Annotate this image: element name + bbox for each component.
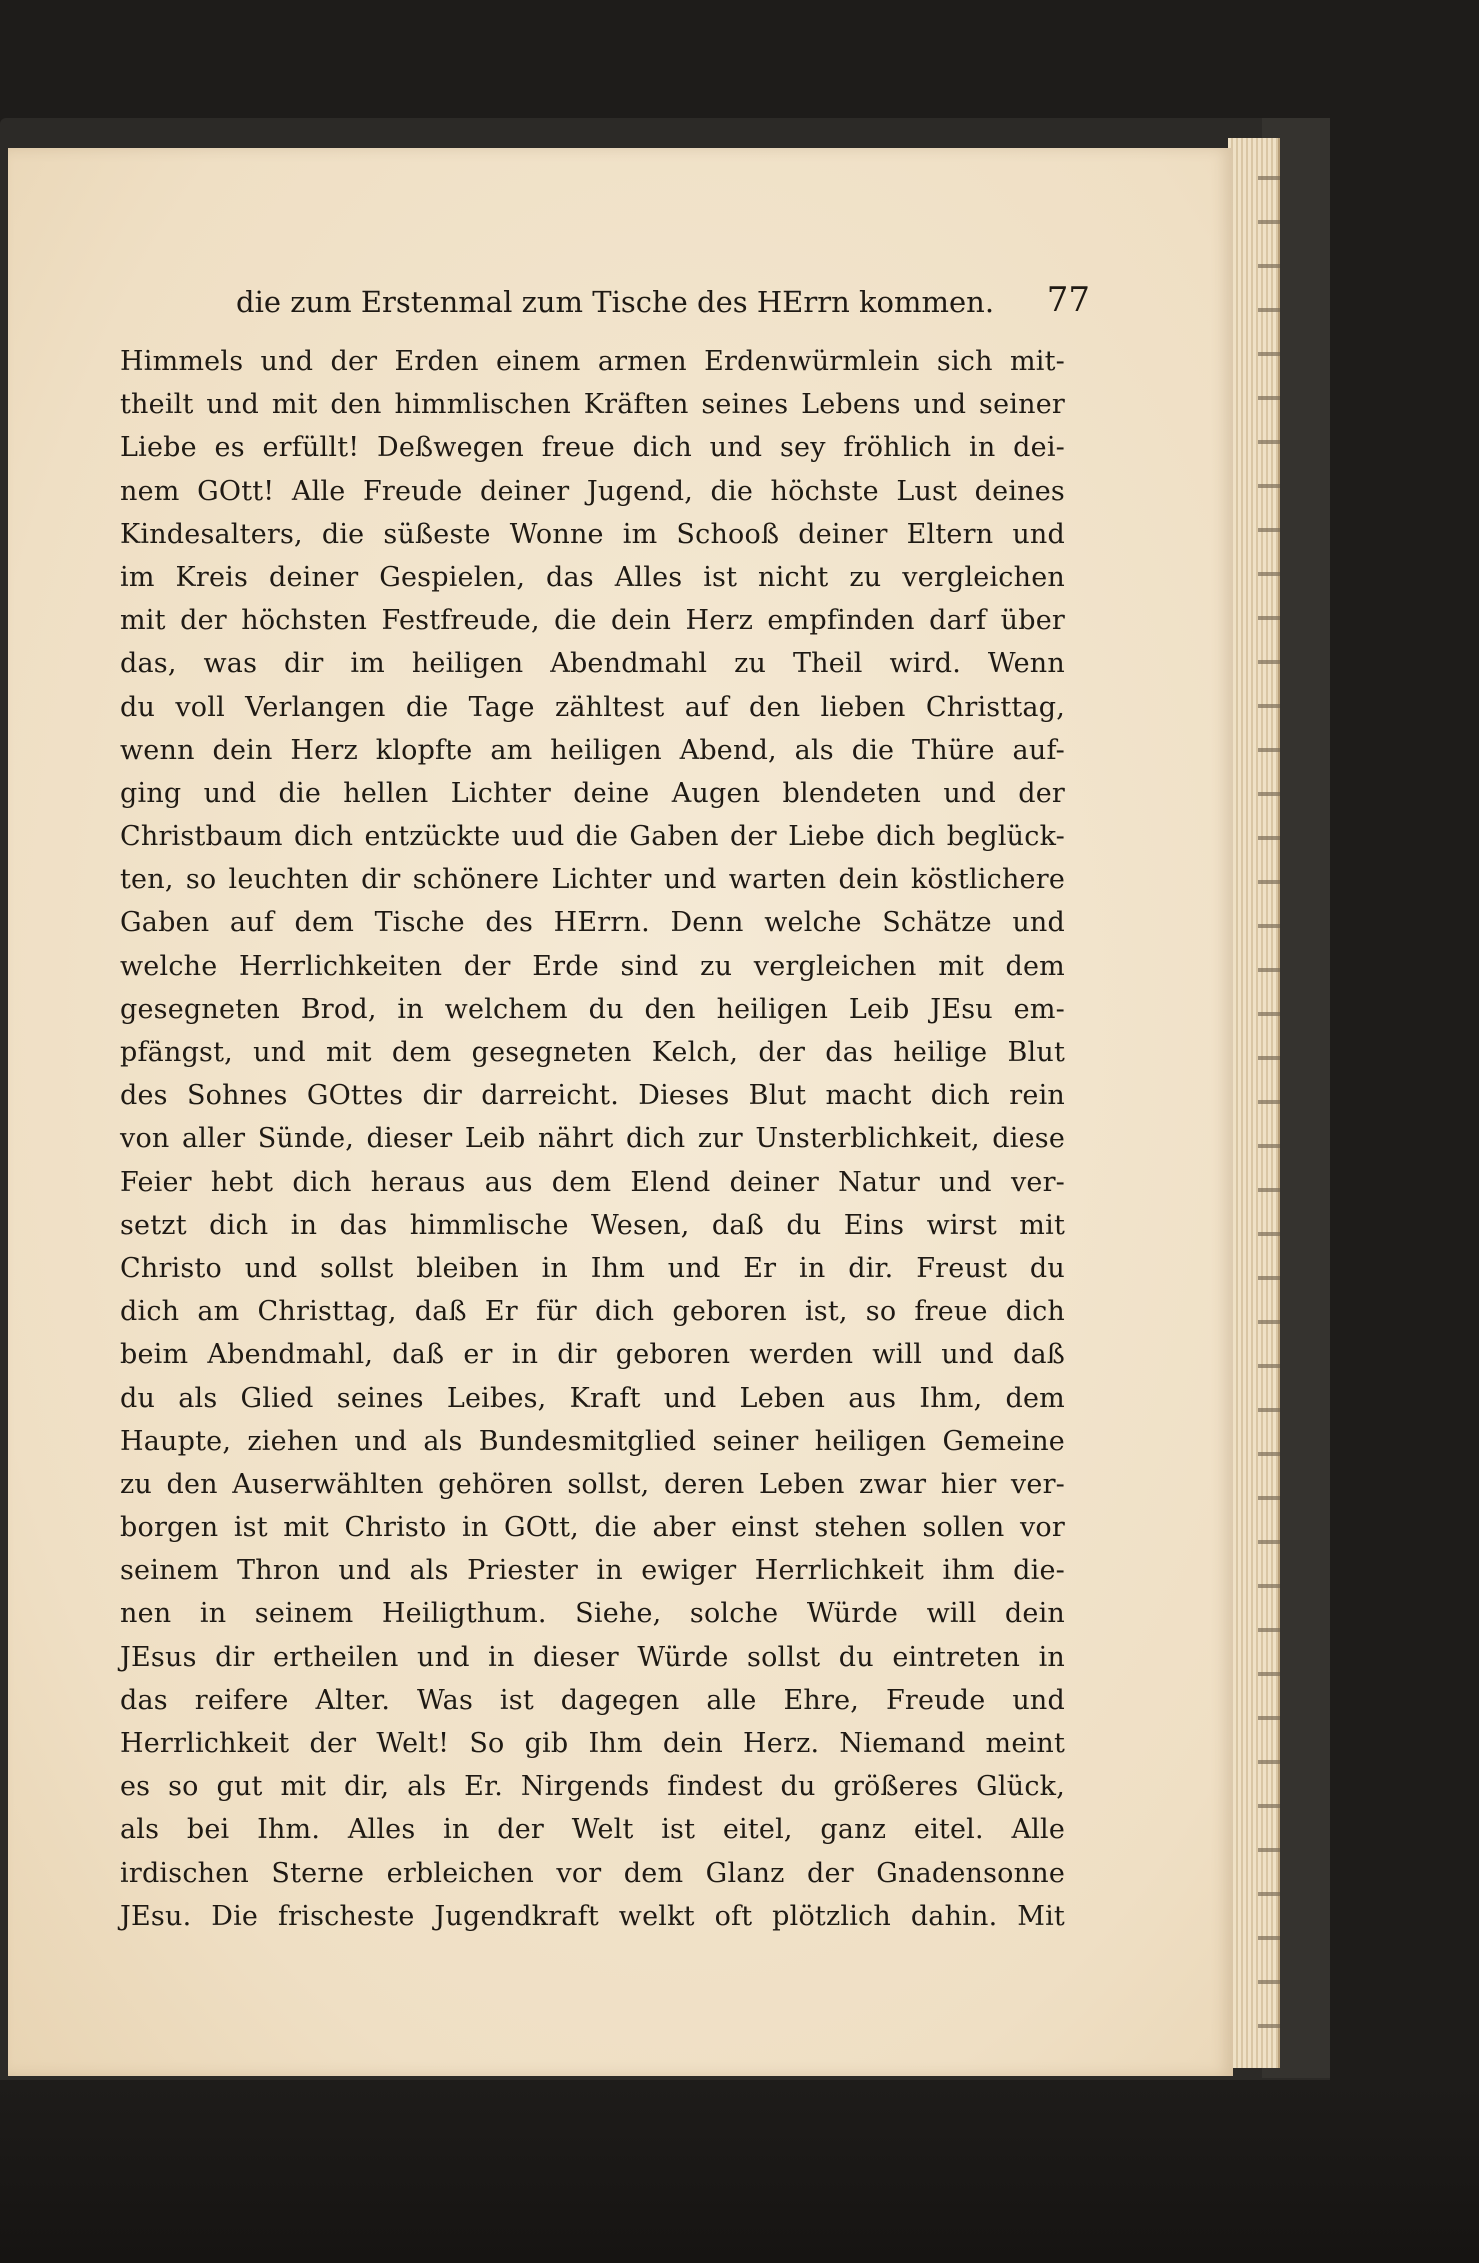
text-line: Kindesalters, die süßeste Wonne im Schooß deiner Eltern und — [120, 518, 1065, 550]
text-line: pfängst, und mit dem gesegneten Kelch, der das heilige Blut — [120, 1037, 1065, 1068]
text-line: gesegneten Brod, in welchem du den heiligen Leib JEsu em- — [120, 993, 1065, 1025]
text-line: beim Abendmahl, daß er in dir geboren werden will und daß — [120, 1339, 1065, 1371]
text-line: des Sohnes GOttes dir darreicht. Dieses Blut macht dich rein — [120, 1080, 1065, 1112]
text-line: nem GOtt! Alle Freude deiner Jugend, die höchste Lust deines — [120, 475, 1065, 507]
text-line: das, was dir im heiligen Abendmahl zu Theil wird. Wenn — [120, 648, 1065, 680]
text-line: Feier hebt dich heraus aus dem Elend deiner Natur und ver- — [120, 1166, 1065, 1198]
text-line: dich am Christtag, daß Er für dich geboren ist, so freue dich — [120, 1296, 1065, 1328]
book-page — [8, 148, 1233, 2076]
text-line: du voll Verlangen die Tage zähltest auf den lieben Christtag, — [120, 691, 1065, 723]
text-line: JEsu. Die frischeste Jugendkraft welkt oft plötzlich dahin. Mit — [120, 1900, 1065, 1932]
body-text — [120, 340, 1065, 1938]
text-line: nen in seinem Heiligthum. Siehe, solche Würde will dein — [120, 1598, 1065, 1630]
text-line: irdischen Sterne erbleichen vor dem Glanz der Gnadensonne — [120, 1857, 1065, 1889]
page-edge-marks — [1258, 150, 1280, 2030]
text-line: zu den Auserwählten gehören sollst, deren Leben zwar hier ver- — [120, 1468, 1065, 1500]
text-line: setzt dich in das himmlische Wesen, daß du Eins wirst mit — [120, 1209, 1065, 1241]
table-surface — [0, 2080, 1479, 2263]
text-line: Himmels und der Erden einem armen Erdenwürmlein sich mit- — [120, 346, 1065, 377]
text-line: Christbaum dich entzückte uud die Gaben der Liebe dich beglück- — [120, 821, 1065, 853]
text-line: theilt und mit den himmlischen Kräften seines Lebens und seiner — [120, 389, 1065, 421]
text-line: Haupte, ziehen und als Bundesmitglied seiner heiligen Gemeine — [120, 1425, 1065, 1457]
text-line: Herrlichkeit der Welt! So gib Ihm dein Herz. Niemand meint — [120, 1728, 1065, 1759]
text-line: borgen ist mit Christo in GOtt, die aber einst stehen sollen vor — [120, 1512, 1065, 1544]
text-line: JEsus dir ertheilen und in dieser Würde sollst du eintreten in — [120, 1641, 1065, 1673]
text-line: als bei Ihm. Alles in der Welt ist eitel, ganz eitel. Alle — [120, 1814, 1065, 1846]
text-line: ten, so leuchten dir schönere Lichter und warten dein köstlichere — [120, 864, 1065, 896]
text-line: im Kreis deiner Gespielen, das Alles ist nicht zu vergleichen — [120, 561, 1065, 593]
text-line: welche Herrlichkeiten der Erde sind zu vergleichen mit dem — [120, 950, 1065, 982]
text-line: wenn dein Herz klopfte am heiligen Abend, als die Thüre auf- — [120, 734, 1065, 766]
text-line: Christo und sollst bleiben in Ihm und Er in dir. Freust du — [120, 1252, 1065, 1284]
text-line: mit der höchsten Festfreude, die dein Herz empfinden darf über — [120, 605, 1065, 637]
text-line: seinem Thron und als Priester in ewiger Herrlichkeit ihm die- — [120, 1555, 1065, 1587]
text-line: du als Glied seines Leibes, Kraft und Leben aus Ihm, dem — [120, 1382, 1065, 1414]
text-line: Gaben auf dem Tische des HErrn. Denn welche Schätze und — [120, 907, 1065, 939]
page-number: 77 — [1046, 280, 1090, 320]
running-head: die zum Erstenmal zum Tische des HErrn kommen. — [236, 285, 995, 319]
text-line: es so gut mit dir, als Er. Nirgends findest du größeres Glück, — [120, 1771, 1065, 1803]
text-line: das reifere Alter. Was ist dagegen alle Ehre, Freude und — [120, 1684, 1065, 1716]
text-line: von aller Sünde, dieser Leib nährt dich zur Unsterblichkeit, diese — [120, 1123, 1065, 1155]
text-line: Liebe es erfüllt! Deßwegen freue dich und sey fröhlich in dei- — [120, 432, 1065, 464]
text-line: ging und die hellen Lichter deine Augen blendeten und der — [120, 777, 1065, 809]
